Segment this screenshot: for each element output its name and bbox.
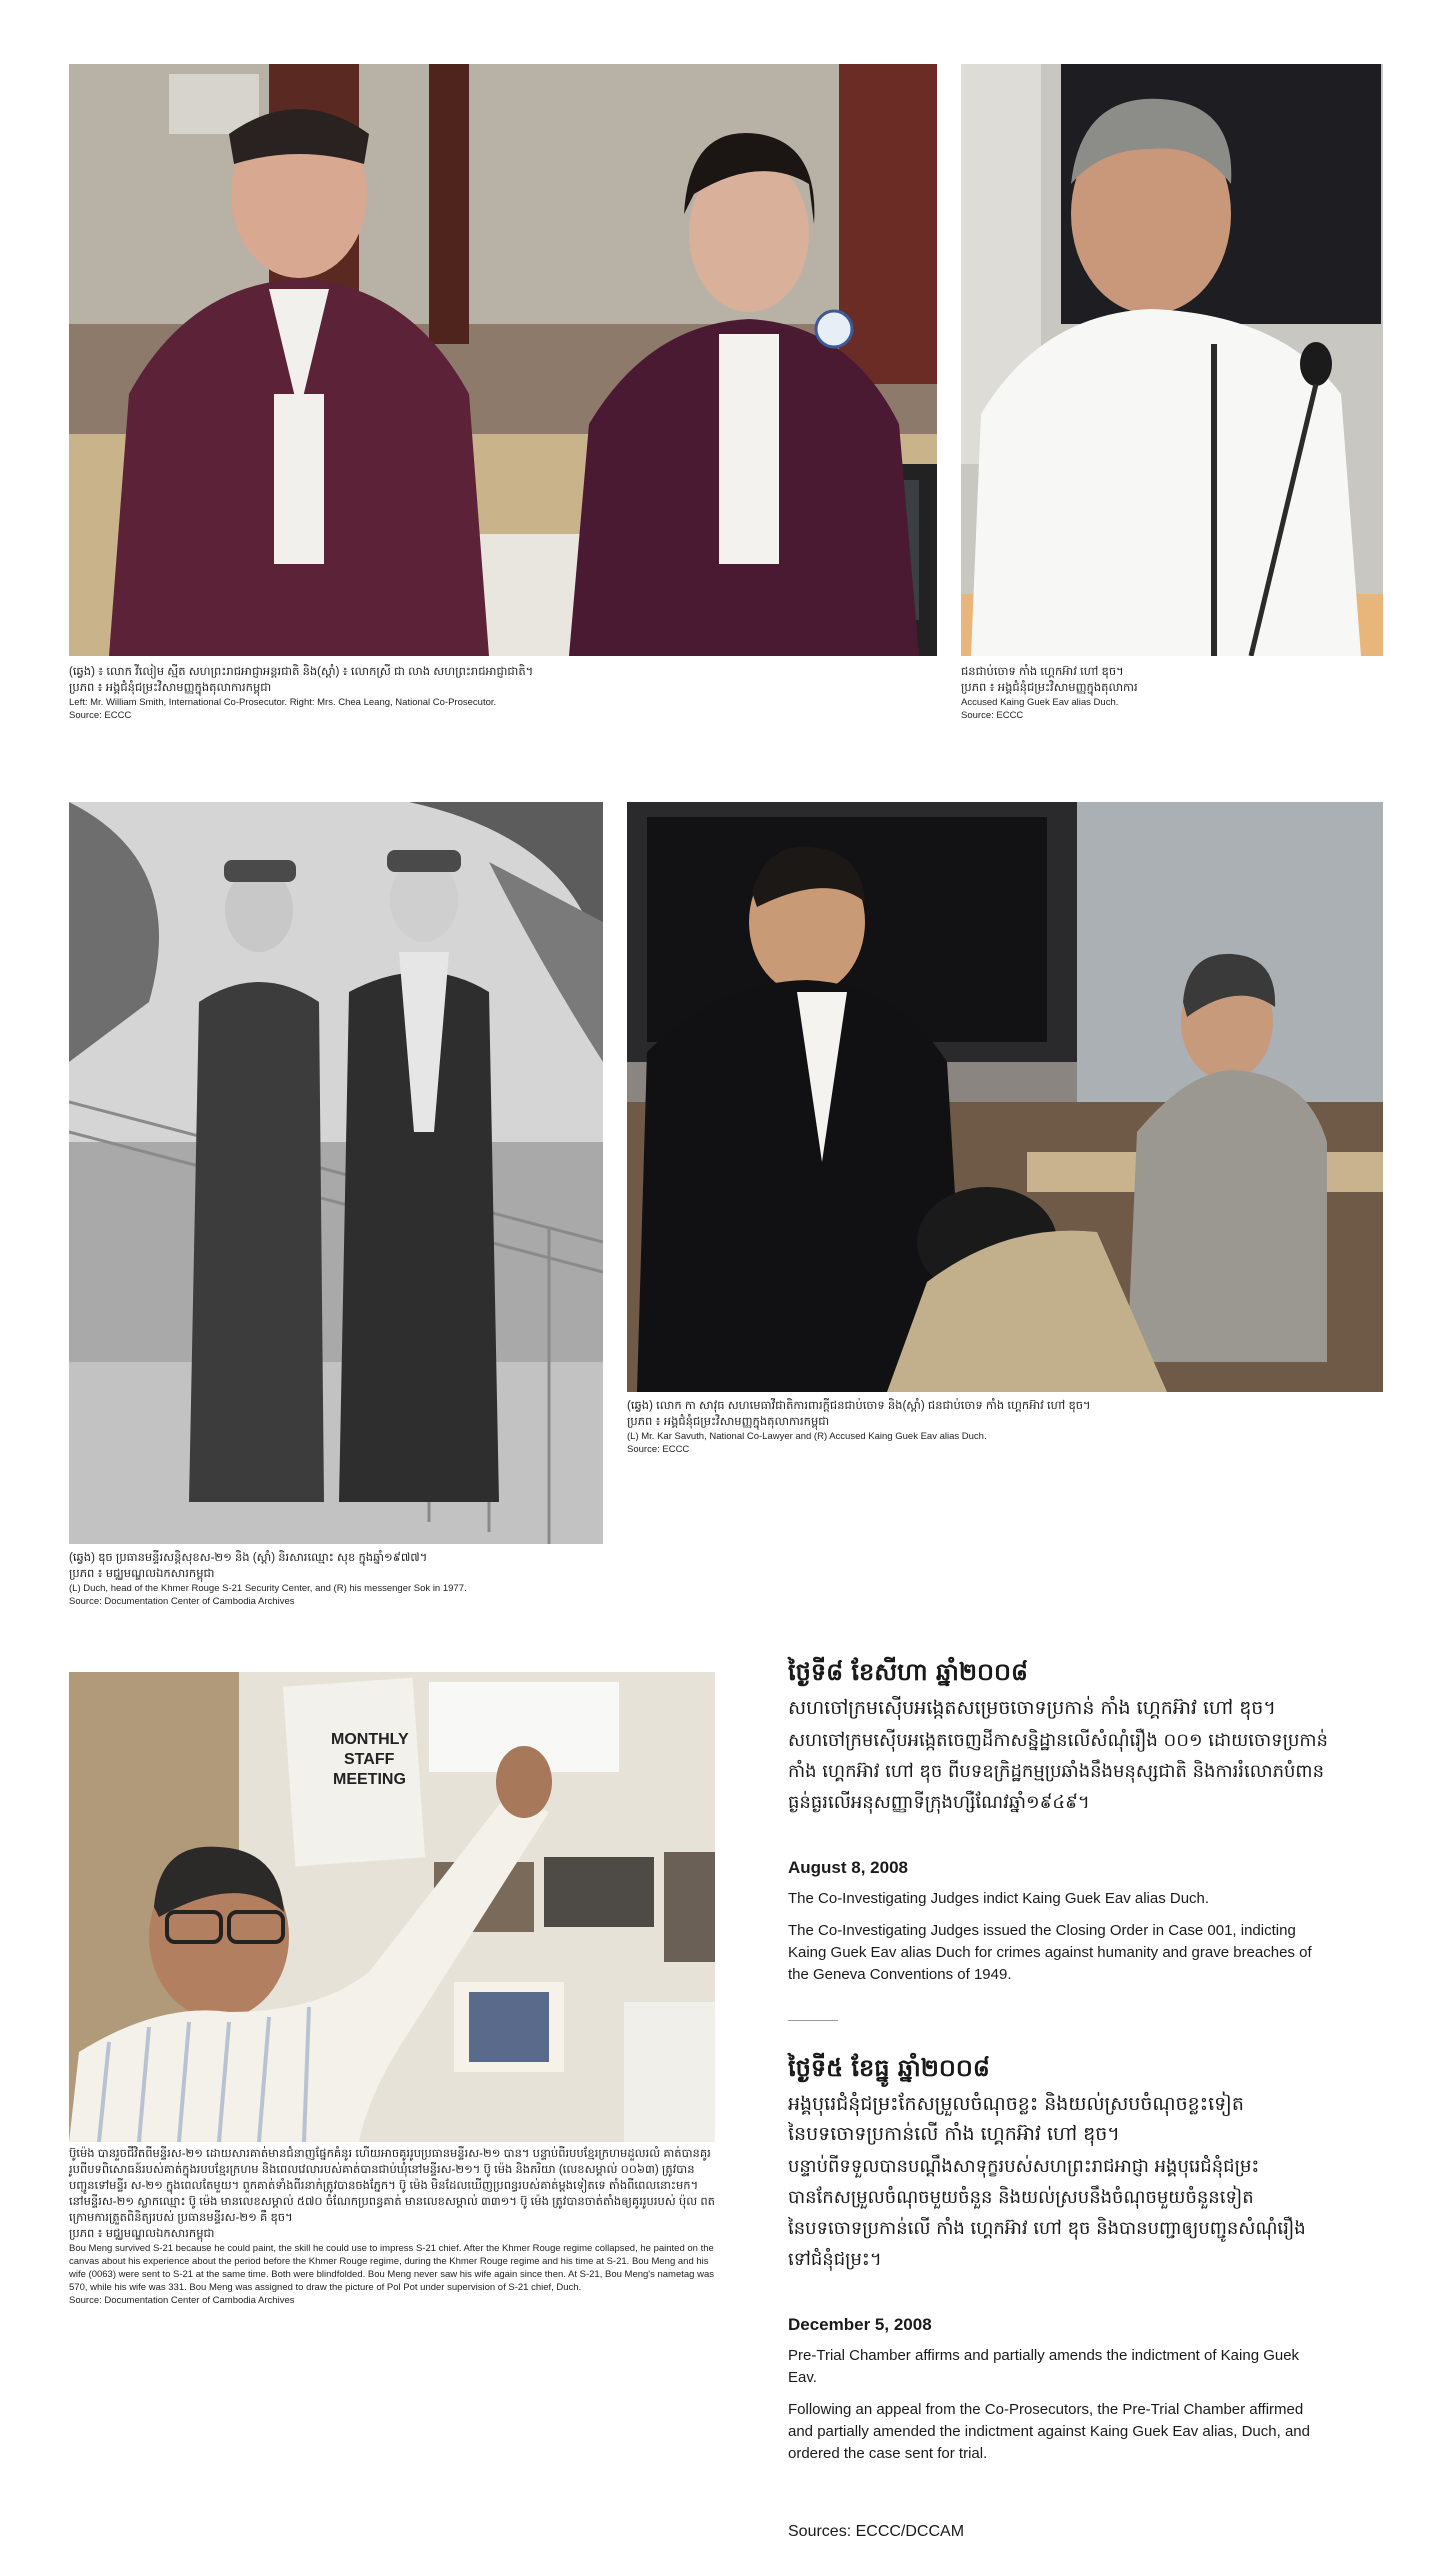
source-en: Source: Documentation Center of Cambodia Archives (69, 1596, 295, 1607)
source-kh: ប្រភព ៖ អង្គជំនុំជម្រះវិសាមញ្ញក្នុងតុលាការ (961, 682, 1138, 694)
entry-kh-date: ថ្ងៃទី៥ ខែធ្នូ ឆ្នាំ២០០៨ (788, 2054, 990, 2082)
caption-kh: ប៊ូម៉េង បានរួចជីវិតពីមន្ទីរស-២១ ដោយសារគាត់មានជំនាញផ្នែកគំនូរ ហើយអាចគូររូបប្រធានមន្ទីរស-២១ បាន។ បន្ទាប់ពីរបបខ្មែរក្រហមដួលរលំ គាត់បានគូររូបពីបទពិសោធន៍របស់គាត់ក្នុងរបបខ្មែរក្រហម និងពេលវេលារបស់គាត់បានជាប់ឃុំនៅមន្ទីរស-២១។ ប៊ូ ម៉េង និងភរិយា (លេខសម្គាល់ ០០៦៣) ត្រូវបានបញ្ជូនទៅមន្ទីរ ស-២១ ក្នុងពេលតែមួយ។ ពួកគាត់ទាំងពីរនាក់ត្រូវបានចងភ្នែក។ ប៊ូ ម៉េង មិនដែលឃើញប្រពន្ធរបស់គាត់ម្តងទៀតទេ តាំងពីពេលនោះមក។ នៅមន្ទីរស-២១ ស្លាកឈ្មោះ ប៊ូ ម៉េង មានលេខសម្គាល់ ៥៧០ ចំណែកប្រពន្ធគាត់ មានលេខសម្គាល់ ៣៣១។ ប៊ូ ម៉េង ត្រូវបានចាត់តាំងឲ្យគូររូបរបស់ ប៉ុល ពត ក្រោមការត្រួតពិនិត្យរបស់ ប្រធានមន្ទីរស-២១ គឺ ឌុច។ (69, 2148, 715, 2224)
source-en: Source: ECCC (627, 1444, 690, 1455)
caption-duch-sok (69, 1550, 629, 1608)
entry-en-title: Pre-Trial Chamber affirms and partially amends the indictment of Kaing Guek Eav. (788, 2347, 1300, 2386)
photo-bou-meng (69, 1672, 715, 2142)
photo-kar-savuth (627, 802, 1383, 1392)
entry-en-date: December 5, 2008 (788, 2315, 932, 2334)
caption-en: Left: Mr. William Smith, International Co-Prosecutor. Right: Mrs. Chea Leang, National Co-Prosecutor. (69, 697, 497, 708)
caption-duch-court (961, 664, 1383, 722)
entry-en-body: Following an appeal from the Co-Prosecutors, the Pre-Trial Chamber affirmed and partially amended the indictment against Kaing Guek Eav alias, Duch, and ordered the case sent for trial. (788, 2401, 1310, 2462)
caption-en: (L) Mr. Kar Savuth, National Co-Lawyer and (R) Accused Kaing Guek Eav alias Duch. (627, 1431, 987, 1442)
photo-duch-court (961, 64, 1383, 656)
photo-prosecutors (69, 64, 937, 656)
sources-note: Sources: ECCC/DCCAM (788, 2523, 965, 2540)
source-kh: ប្រភព ៖ មជ្ឈមណ្ឌលឯកសារកម្ពុជា (69, 1568, 215, 1580)
caption-bou-meng (69, 2146, 715, 2307)
caption-en: Bou Meng survived S-21 because he could paint, the skill he could use to impress S-21 chief. After the Khmer Rouge regime collapsed, he painted on the canvas about his experience about the period before the Khmer Rouge regime, during the Khmer Rouge regime and his time at S-21. Bou Meng and his wife (0063) were sent to S-21 at the same time. Both were blindfolded. Bou Meng never saw his wife again since then. At S-21, Bou Meng's nametag was 570, while his wife was 331. Bou Meng was assigned to draw the picture of Pol Pot under supervision of S-21 chief, Duch. (69, 2243, 714, 2293)
source-en: Source: ECCC (69, 710, 132, 721)
caption-kh: ជនជាប់ចោទ កាំង ហ្គេកអ៊ាវ ហៅ ឌុច។ (961, 666, 1124, 678)
timeline-entry (788, 1655, 1328, 1986)
source-en: Source: ECCC (961, 710, 1024, 721)
source-kh: ប្រភព ៖ អង្គជំនុំជម្រះវិសាមញ្ញក្នុងតុលាការកម្ពុជា (69, 682, 272, 694)
source-en: Source: Documentation Center of Cambodia Archives (69, 2295, 295, 2306)
entry-en-body: The Co-Investigating Judges issued the Closing Order in Case 001, indicting Kaing Guek Eav alias Duch for crimes against humanity and grave breaches of the Geneva Conventions of 1949. (788, 1922, 1312, 1983)
divider (788, 2020, 838, 2021)
svg-text:STAFF: STAFF (344, 1751, 395, 1768)
timeline-entry (788, 2051, 1328, 2465)
caption-en: Accused Kaing Guek Eav alias Duch. (961, 697, 1119, 708)
caption-kh: (ឆ្វេង) ៖ លោក វីលៀម ស្មីត សហព្រះរាជអាជ្ញាអន្តរជាតិ និង(ស្តាំ) ៖ លោកស្រី ជា លាង សហព្រះរាជអាជ្ញាជាតិ។ (69, 666, 534, 678)
entry-en-date: August 8, 2008 (788, 1858, 908, 1877)
entry-kh-date: ថ្ងៃទី៨ ខែសីហា ឆ្នាំ២០០៨ (788, 1658, 1028, 1686)
timeline (788, 1655, 1328, 2557)
caption-kar-savuth (627, 1398, 1383, 1456)
source-kh: ប្រភព ៖ មជ្ឈមណ្ឌលឯកសារកម្ពុជា (69, 2228, 215, 2240)
svg-text:MEETING: MEETING (333, 1771, 406, 1788)
svg-text:MONTHLY: MONTHLY (331, 1731, 409, 1748)
caption-prosecutors (69, 664, 937, 722)
entry-kh-body: បន្ទាប់ពីទទួលបានបណ្តឹងសាទុក្ខរបស់សហព្រះរាជអាជ្ញា អង្គបុរេជំនុំជម្រះបានកែសម្រួលចំណុចមួយចំនួន និងយល់ស្របនឹងចំណុចមួយចំនួនទៀត នៃបទចោទប្រកាន់លើ កាំង ហ្គេកអ៊ាវ ហៅ ឌុច និងបានបញ្ជាឲ្យបញ្ជូនសំណុំរឿងទៅជំនុំជម្រះ។ (788, 2156, 1306, 2270)
entry-kh-title: សហចៅក្រមស៊ើបអង្កេតសម្រេចចោទប្រកាន់ កាំង ហ្គេកអ៊ាវ ហៅ ឌុច។ (788, 1697, 1276, 1719)
entry-en-title: The Co-Investigating Judges indict Kaing Guek Eav alias Duch. (788, 1890, 1210, 1907)
caption-kh: (ឆ្វេង) លោក កា សាវុធ សហមេធាវីជាតិការពារក្តីជនជាប់ចោទ និង(ស្តាំ) ជនជាប់ចោទ កាំង ហ្គេកអ៊ាវ ហៅ ឌុច។ (627, 1400, 1091, 1412)
photo-duch-sok (69, 802, 603, 1544)
entry-kh-body: សហចៅក្រមស៊ើបអង្កេតចេញដីកាសន្និដ្ឋានលើសំណុំរឿង ០០១ ដោយចោទប្រកាន់ កាំង ហ្គេកអ៊ាវ ហៅ ឌុច ពីបទឧក្រិដ្ឋកម្មប្រឆាំងនឹងមនុស្សជាតិ និងការរំលោភបំពានធ្ងន់ធ្ងរលើអនុសញ្ញាទីក្រុងហ្សឺណែវឆ្នាំ១៩៤៩។ (788, 1730, 1328, 1813)
source-kh: ប្រភព ៖ អង្គជំនុំជម្រះវិសាមញ្ញក្នុងតុលាការកម្ពុជា (627, 1416, 830, 1428)
caption-en: (L) Duch, head of the Khmer Rouge S-21 Security Center, and (R) his messenger Sok in 1977. (69, 1583, 467, 1594)
caption-kh: (ឆ្វេង) ឌុច ប្រធានមន្ទីរសន្តិសុខស-២១ និង (ស្តាំ) និរសារឈ្មោះ សុខ ក្នុងឆ្នាំ១៩៧៧។ (69, 1552, 428, 1564)
entry-kh-title: អង្គបុរេជំនុំជម្រះកែសម្រួលចំណុចខ្លះ និងយល់ស្របចំណុចខ្លះទៀត នៃបទចោទប្រកាន់លើ កាំង ហ្គេកអ៊ាវ ហៅ ឌុច។ (788, 2093, 1244, 2145)
